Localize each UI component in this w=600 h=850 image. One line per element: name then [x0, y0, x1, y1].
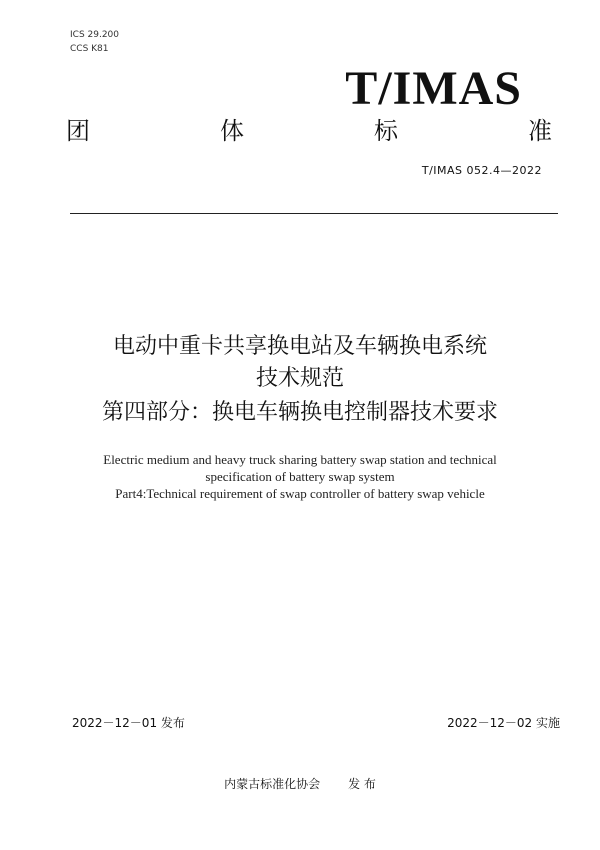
standard-brand: T/IMAS: [345, 62, 522, 115]
standard-category: [66, 116, 552, 146]
category-char: 标: [374, 117, 398, 145]
category-char: 团: [66, 117, 90, 145]
issue-label: 发 布: [348, 777, 376, 791]
standard-number: T/IMAS 052.4—2022: [421, 164, 542, 177]
publish-date: 2022－12－01 发布: [72, 716, 185, 730]
category-char: 体: [220, 117, 244, 145]
title-zh-line2: 技术规范: [255, 366, 344, 391]
implement-date: 2022－12－02 实施: [447, 716, 560, 730]
publisher-line: [0, 776, 600, 792]
title-en-line1: Electric medium and heavy truck sharing battery swap station and technical: [103, 452, 497, 467]
title-en-line3: Part4:Technical requirement of swap controller of battery swap vehicle: [115, 486, 485, 501]
ccs-code: CCS K81: [70, 44, 109, 54]
publisher-name: 内蒙古标准化协会: [224, 777, 321, 791]
category-char: 准: [528, 117, 552, 145]
ics-code: ICS 29.200: [70, 30, 120, 40]
header-divider: [70, 213, 558, 214]
title-en-line2: specification of battery swap system: [205, 469, 395, 484]
title-zh-line3: 第四部分：换电车辆换电控制器技术要求: [101, 400, 498, 425]
title-zh-line1: 电动中重卡共享换电站及车辆换电系统: [112, 334, 487, 359]
